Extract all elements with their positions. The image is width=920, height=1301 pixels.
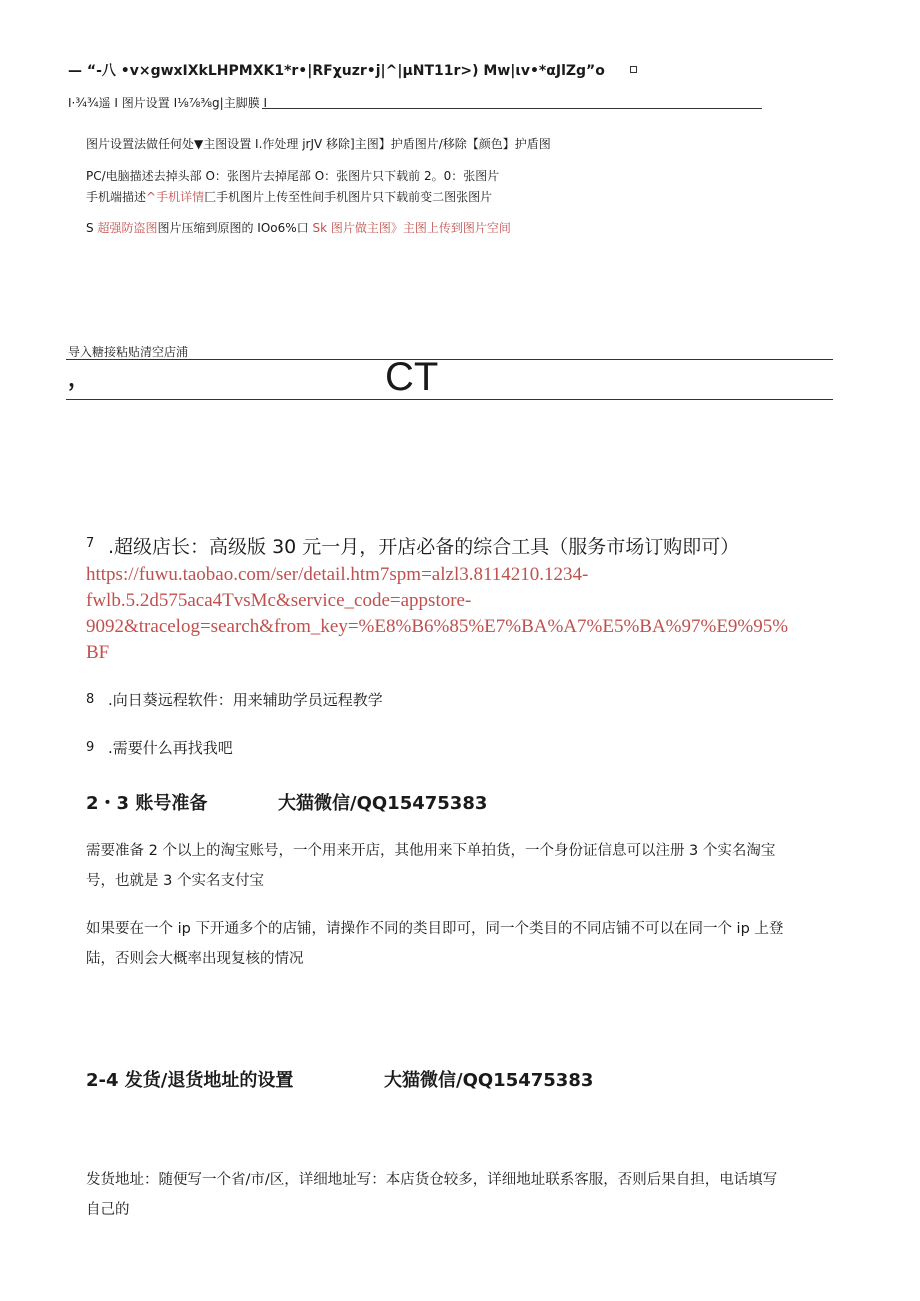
- item-8-text: .向日葵远程软件：用来辅助学员远程教学: [108, 691, 383, 709]
- settings-line-3: [86, 188, 492, 205]
- import-toolbar: 导入糖接粘贴清空店浦: [68, 345, 189, 359]
- section-2-4-title: 2-4 发货/退货地址的设置: [86, 1070, 294, 1091]
- mobile-detail-link[interactable]: ^手机详情: [146, 190, 205, 204]
- checkbox-icon[interactable]: [630, 66, 637, 73]
- section-2-3-para-1-line-1: 需要准备 2 个以上的淘宝账号，一个用来开店，其他用来下单拍货，一个身份证信息可以注册 3 个实名淘宝: [86, 843, 776, 859]
- item-7-number: 7: [86, 536, 95, 551]
- toolbar-line: I·¾¾遥 I 图片设置 I⅛⅞⅜g|主脚膜 I: [68, 96, 268, 110]
- ct-text: CT: [385, 355, 439, 399]
- settings-line-4-mid: 图片压缩到原图的 IOo6%口: [157, 221, 309, 235]
- url-line-2[interactable]: fwlb.5.2d575aca4TvsMc&service_code=appstore-: [86, 590, 472, 611]
- settings-line-4-s: S: [86, 221, 94, 235]
- toolbar-underline: [262, 108, 762, 109]
- item-9-number: 9: [86, 740, 95, 755]
- main-image-upload-link[interactable]: Sk 图片做主图》主图上传到图片空间: [312, 221, 511, 235]
- settings-line-4: [86, 219, 511, 236]
- settings-line-3-suffix: 匚手机图片上传至性间手机图片只下载前变二图张图片: [204, 190, 493, 204]
- settings-line-2: PC/电脑描述去掉头部 O：张图片去掉尾部 O：张图片只下载前 2。0：张图片: [86, 169, 500, 183]
- import-bar-bottom-line: [66, 399, 833, 400]
- section-2-4-contact: 大猫微信/QQ15475383: [384, 1070, 594, 1091]
- item-7-text: .超级店长：高级版 30 元一月，开店必备的综合工具（服务市场订购即可）: [108, 536, 740, 558]
- item-9-text: .需要什么再找我吧: [108, 739, 233, 757]
- url-line-4[interactable]: BF: [86, 642, 110, 663]
- item-8-number: 8: [86, 692, 95, 707]
- section-2-3-contact: 大猫微信/QQ15475383: [278, 793, 488, 814]
- section-2-3-para-2-line-1: 如果要在一个 ip 下开通多个的店铺，请操作不同的类目即可，同一个类目的不同店铺不可以在同一个 ip 上登: [86, 921, 784, 937]
- anti-theft-image-link[interactable]: 超强防盗图: [97, 221, 158, 235]
- url-line-3[interactable]: 9092&tracelog=search&from_key=%E8%B6%85%E7%BA%A7%E5%BA%97%E9%95%: [86, 616, 789, 637]
- section-2-4-para-1-line-2: 自己的: [86, 1202, 130, 1218]
- garbled-title: — “-八 •v×gwxIXkLHPMXK1*r•|RFχuzr•j|^|µNT11r>) Mw|ιv•*αJlZg”o: [68, 63, 605, 79]
- settings-line-3-prefix: 手机端描述: [86, 190, 147, 204]
- section-2-4-para-1-line-1: 发货地址：随便写一个省/市/区，详细地址写：本店货仓较多，详细地址联系客服，否则后果自担，电话填写: [86, 1172, 778, 1188]
- settings-line-1: 图片设置法做任何处▼主图设置 I.作处理 jrJV 移除]主图】护盾图片/移除【颜色】护盾图: [86, 137, 551, 151]
- import-comma: ，: [68, 367, 91, 392]
- section-2-3-para-1-line-2: 号，也就是 3 个实名支付宝: [86, 873, 264, 889]
- item-7-url[interactable]: [86, 562, 846, 666]
- import-bar-top-line: [66, 359, 833, 360]
- section-2-3-para-2-line-2: 陆，否则会大概率出现复核的情况: [86, 951, 304, 967]
- url-line-1[interactable]: https://fuwu.taobao.com/ser/detail.htm7spm=alzl3.8114210.1234-: [86, 564, 589, 585]
- section-2-3-title: 2・3 账号准备: [86, 793, 208, 814]
